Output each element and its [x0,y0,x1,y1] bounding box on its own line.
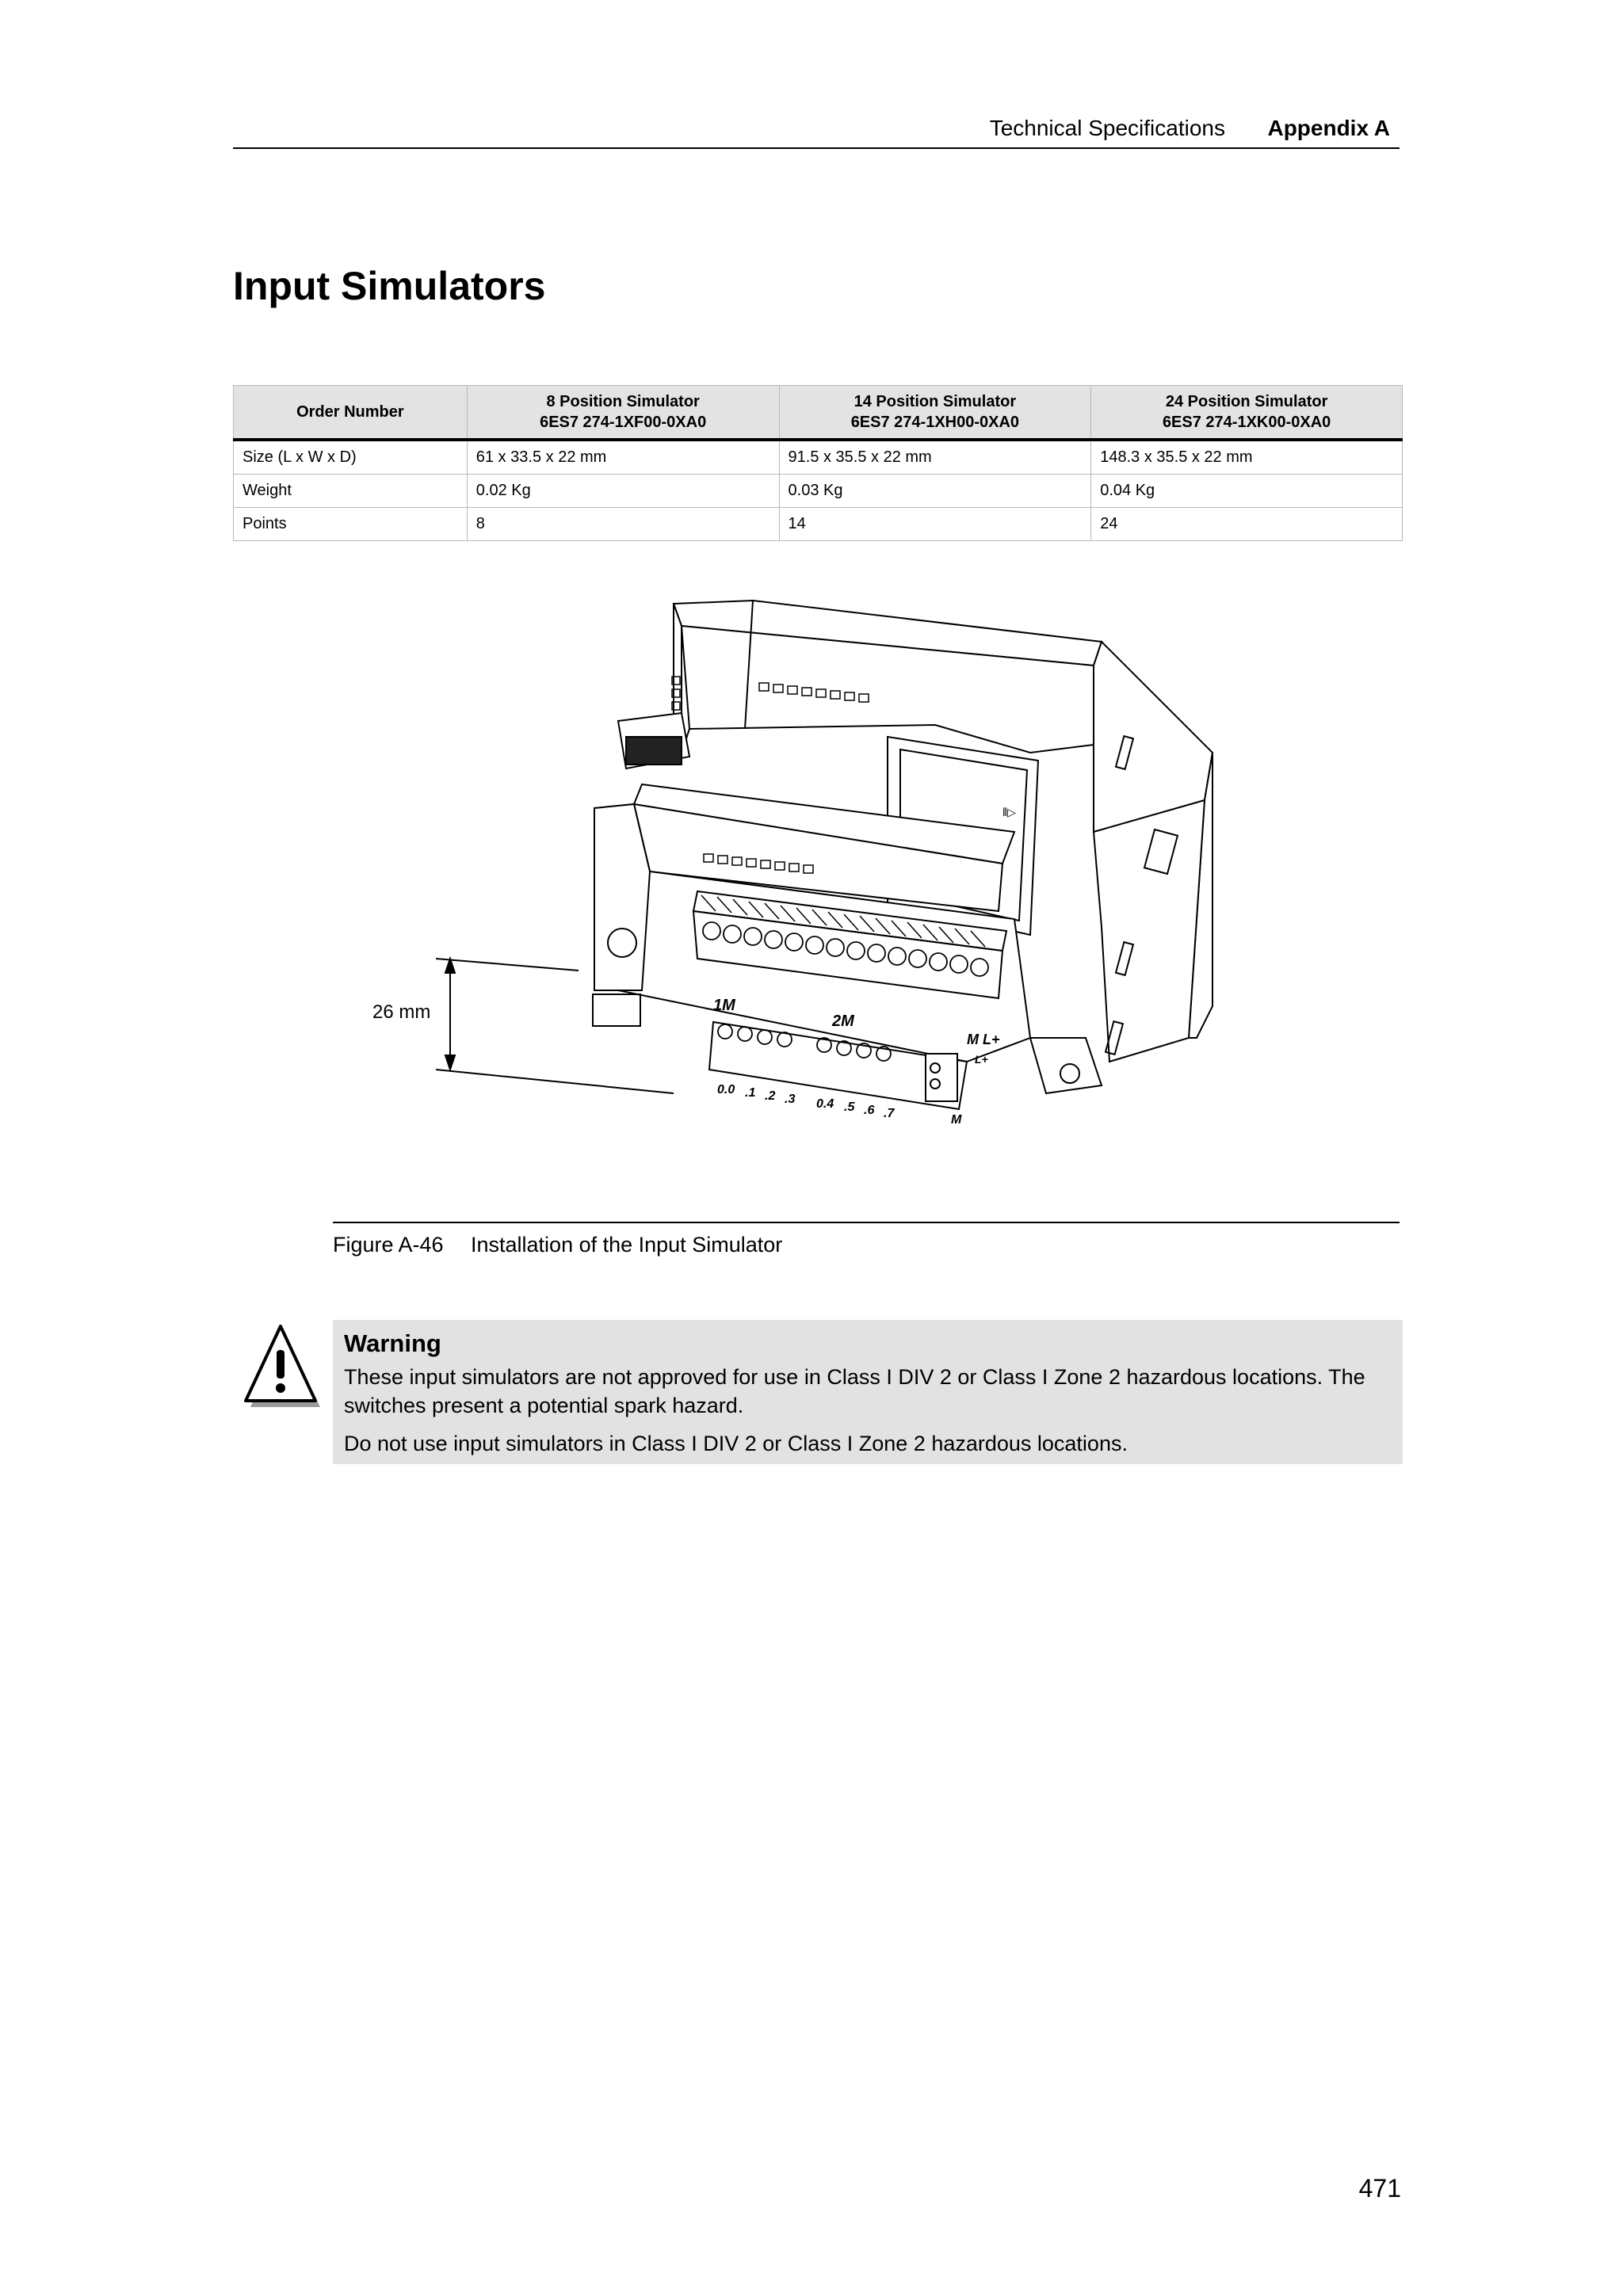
table-cell: Points [234,508,468,541]
table-cell: 0.02 Kg [467,475,779,508]
table-header-cell [1091,386,1403,441]
figure-caption-text: Installation of the Input Simulator [471,1233,783,1257]
table-row [234,508,1403,541]
header-line: 6ES7 274-1XK00-0XA0 [1162,414,1331,431]
table-header-cell [779,386,1091,441]
warning-paragraph: These input simulators are not approved for use in Class I DIV 2 or Class I Zone 2 hazardous locations. The switches present a potential spark hazard. [344,1365,1365,1417]
specifications-table [233,385,1403,541]
table-row [234,440,1403,475]
switch-label: .1 [745,1086,756,1100]
switch-label: .5 [844,1100,855,1114]
switch-label: .6 [864,1104,875,1117]
header-line: Order Number [296,403,404,421]
header-appendix-label: Appendix A [1267,116,1390,140]
table-cell: Size (L x W x D) [234,440,468,475]
warning-triangle-icon [238,1322,327,1415]
terminal-label-2m: 2M [832,1013,854,1030]
table-cell: 0.03 Kg [779,475,1091,508]
warning-box [333,1320,1403,1464]
terminal-label-lplus: L+ [975,1053,988,1066]
terminal-label-ml: M L+ [967,1032,1000,1047]
table-cell: 61 x 33.5 x 22 mm [467,440,779,475]
figure-divider [333,1222,1400,1223]
plc-installation-drawing [372,594,1236,1165]
page-title: Input Simulators [233,264,546,308]
input-simulator-figure [372,594,1236,1165]
table-header-cell [467,386,779,441]
warning-paragraph: Do not use input simulators in Class I DIV 2 or Class I Zone 2 hazardous locations. [344,1432,1128,1455]
table-cell: 91.5 x 35.5 x 22 mm [779,440,1091,475]
svg-text:⦀▷: ⦀▷ [1002,807,1016,819]
switch-label: .7 [884,1107,895,1120]
table-cell: 14 [779,508,1091,541]
table-header-row [234,386,1403,441]
terminal-label-m: M [951,1113,962,1127]
warning-title: Warning [344,1329,441,1357]
switch-label: .3 [785,1093,796,1106]
header-line: 6ES7 274-1XF00-0XA0 [540,414,707,431]
header-line: 6ES7 274-1XH00-0XA0 [850,414,1020,431]
header-section-title: Technical Specifications [989,116,1225,140]
header-line: 14 Position Simulator [854,393,1017,410]
table-cell: 8 [467,508,779,541]
table-cell: 0.04 Kg [1091,475,1403,508]
switch-label: 0.4 [816,1097,834,1111]
table-cell: Weight [234,475,468,508]
page-header [233,113,1400,149]
header-line: 24 Position Simulator [1165,393,1328,410]
page-number: 471 [1358,2174,1401,2203]
table-row [234,475,1403,508]
dimension-label: 26 mm [372,1001,431,1023]
terminal-label-1m: 1M [713,997,735,1014]
header-line: 8 Position Simulator [546,393,700,410]
figure-number: Figure A-46 [333,1233,444,1257]
table-header-cell [234,386,468,441]
switch-label: .2 [765,1089,776,1103]
figure-caption [333,1233,782,1257]
switch-label: 0.0 [717,1083,735,1097]
table-cell: 24 [1091,508,1403,541]
table-cell: 148.3 x 35.5 x 22 mm [1091,440,1403,475]
